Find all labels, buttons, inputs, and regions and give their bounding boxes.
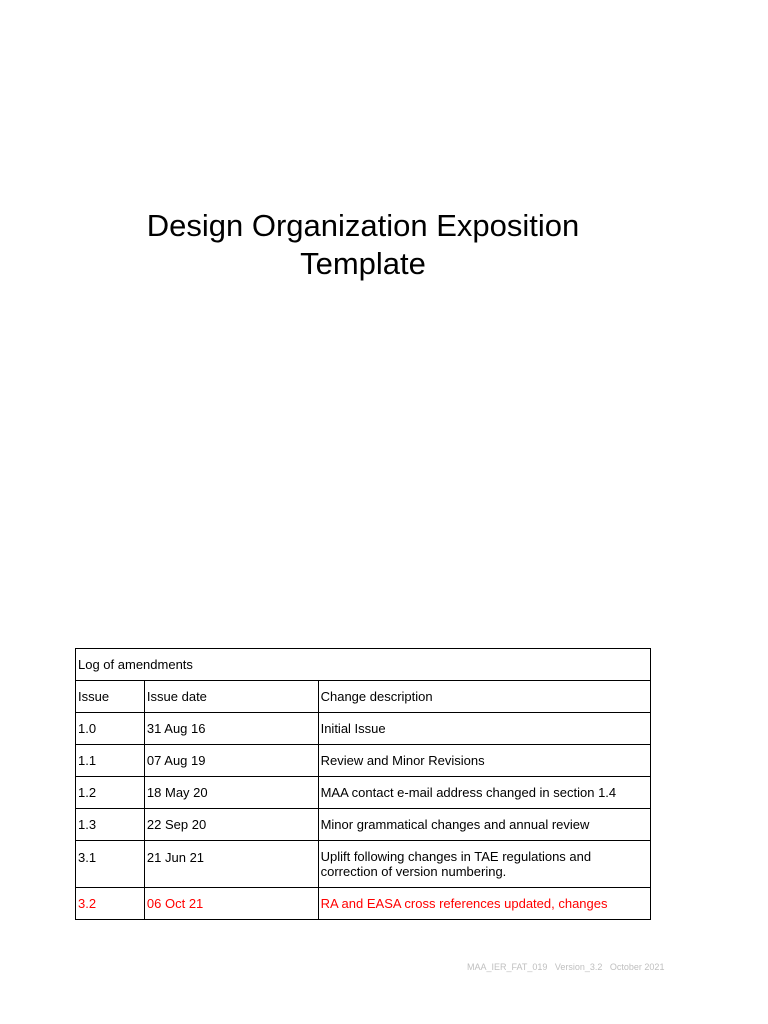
row-issue: 3.1: [76, 841, 145, 888]
table-row: [76, 713, 651, 745]
table-row: [76, 777, 651, 809]
title-line-2: Template: [300, 246, 426, 281]
column-header-description: Change description: [318, 681, 650, 713]
title-line-1: Design Organization Exposition: [146, 208, 580, 243]
row-issue: 3.2: [76, 888, 145, 920]
row-date: 21 Jun 21: [144, 841, 318, 888]
table-heading: Log of amendments: [76, 649, 651, 681]
table-row-highlighted: [76, 888, 651, 920]
row-date: 07 Aug 19: [144, 745, 318, 777]
row-issue: 1.2: [76, 777, 145, 809]
row-description: RA and EASA cross references updated, changes: [318, 888, 650, 920]
row-description: MAA contact e-mail address changed in section 1.4: [318, 777, 650, 809]
row-description: Minor grammatical changes and annual review: [318, 809, 650, 841]
table-row: [76, 809, 651, 841]
amendments-table: [75, 648, 651, 920]
row-issue: 1.0: [76, 713, 145, 745]
row-date: 22 Sep 20: [144, 809, 318, 841]
row-date: 31 Aug 16: [144, 713, 318, 745]
document-footer: MAA_IER_FAT_019 Version_3.2 October 2021: [467, 962, 665, 972]
row-issue: 1.3: [76, 809, 145, 841]
row-date: 06 Oct 21: [144, 888, 318, 920]
row-description: Uplift following changes in TAE regulations and correction of version numbering.: [318, 841, 650, 888]
column-header-date: Issue date: [144, 681, 318, 713]
row-description: Initial Issue: [318, 713, 650, 745]
column-header-issue: Issue: [76, 681, 145, 713]
row-description: Review and Minor Revisions: [318, 745, 650, 777]
table-header-row: [76, 681, 651, 713]
table-heading-row: [76, 649, 651, 681]
table-row: [76, 745, 651, 777]
row-date: 18 May 20: [144, 777, 318, 809]
document-title: [0, 207, 726, 283]
table-row: [76, 841, 651, 888]
row-issue: 1.1: [76, 745, 145, 777]
